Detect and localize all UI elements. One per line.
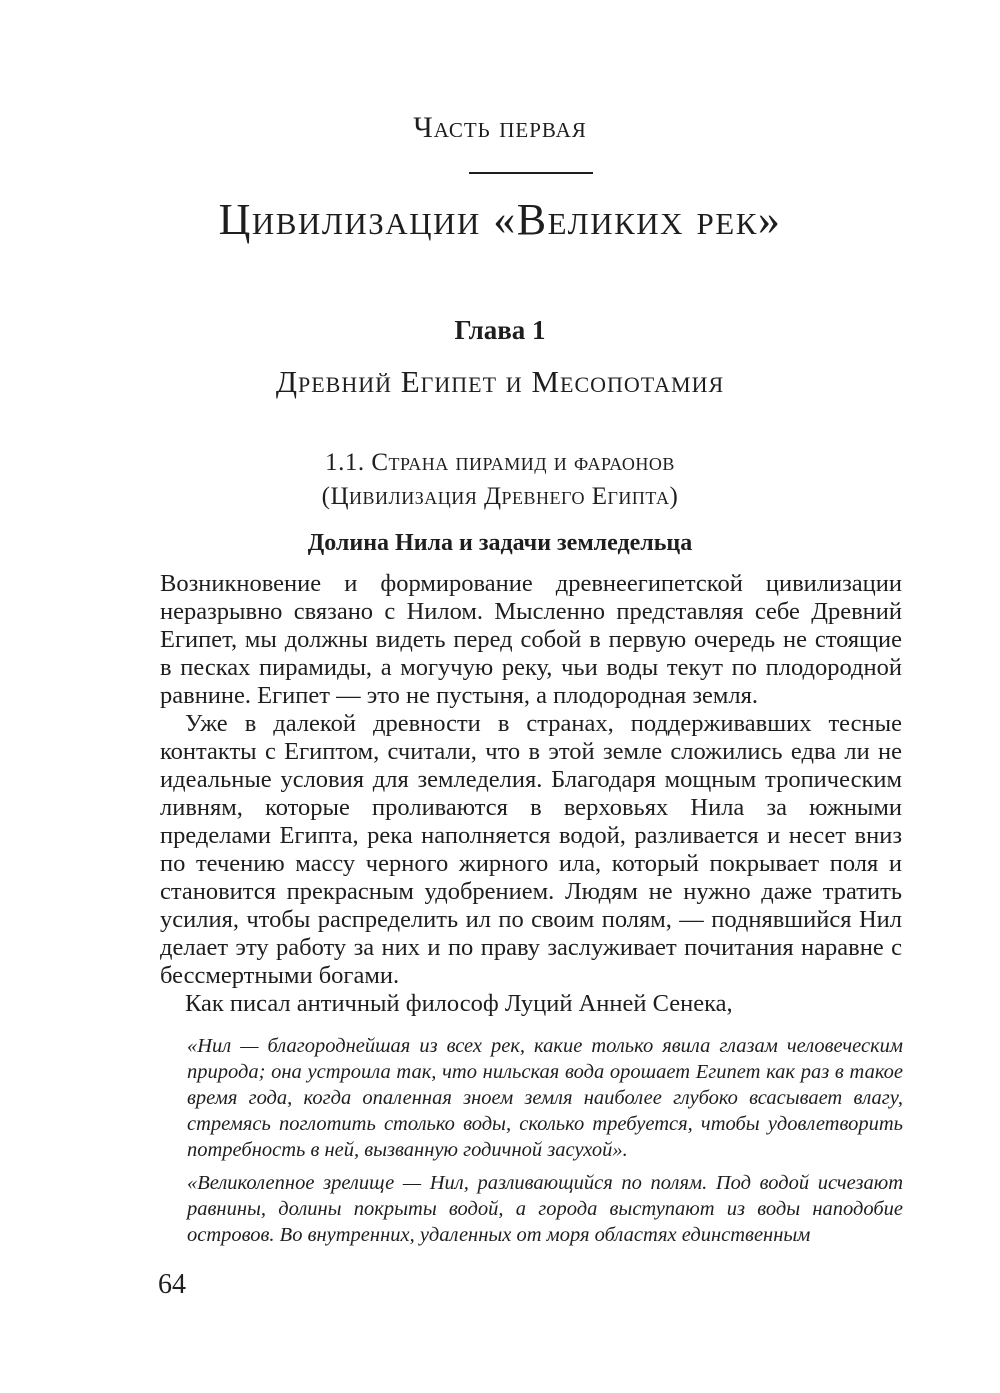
chapter-number: Глава 1: [454, 315, 546, 345]
paragraph-text: Как писал античный философ Луций Анней Сенека,: [185, 990, 733, 1017]
paragraph-text: Возникновение и формирование древнеегипетской цивилизации неразрывно связано с Нилом. Мысленно представляя себе Древний Египет, мы должны видеть перед собой в первую очередь не стоящие в песках пирамиды, а могучую реку, чьи воды текут по плодородной равнине. Египет — это не пустыня, а плодородная земля.: [160, 570, 902, 709]
page-number: 64: [158, 1269, 186, 1300]
part-title: Цивилизации «Великих рек»: [218, 195, 782, 244]
paragraph-text: Уже в далекой древности в странах, поддерживавших тесные контакты с Египтом, считали, что в этой земле сложились едва ли не идеальные условия для земледелия. Благодаря мощным тропическим ливням, которые проливаются в верховьях Нила за южными пределами Египта, река наполняется водой, разливается и несет вниз по течению массу черного жирного ила, который покрывает поля и становится прекрасным удобрением. Людям не нужно даже тратить усилия, чтобы распределить ил по своим полям, — поднявшийся Нил делает эту работу за них и по праву заслуживает почитания наравне с бессмертными богами.: [160, 710, 902, 989]
paragraph-1: [160, 570, 902, 710]
quote-1: «Нил — благороднейшая из всех рек, какие только явила глазам человеческим природа; она устроила так, что нильская вода орошает Египет как раз в такое время года, когда опаленная зноем земля наиболее глубоко всасывает влагу, стремясь поглотить столько воды, сколько требуется, чтобы удовлетворить потребность в ней, вызванную годичной засухой».: [187, 1035, 903, 1161]
paragraph-2: [160, 710, 902, 990]
paragraph-3: [160, 990, 902, 1018]
title-divider: [469, 172, 593, 174]
section-title: 1.1. Страна пирамид и фараонов: [325, 449, 675, 476]
quote-2: «Великолепное зрелище — Нил, разливающийся по полям. Под водой исчезают равнины, долины покрыты водой, а города выступают из воды наподобие островов. Во внутренних, удаленных от моря областях единственным: [187, 1172, 903, 1246]
section-subtitle: (Цивилизация Древнего Египта): [321, 483, 679, 510]
chapter-title: Древний Египет и Месопотамия: [275, 364, 725, 399]
part-heading: Часть первая: [413, 111, 587, 144]
subsection-title: Долина Нила и задачи земледельца: [307, 530, 693, 556]
